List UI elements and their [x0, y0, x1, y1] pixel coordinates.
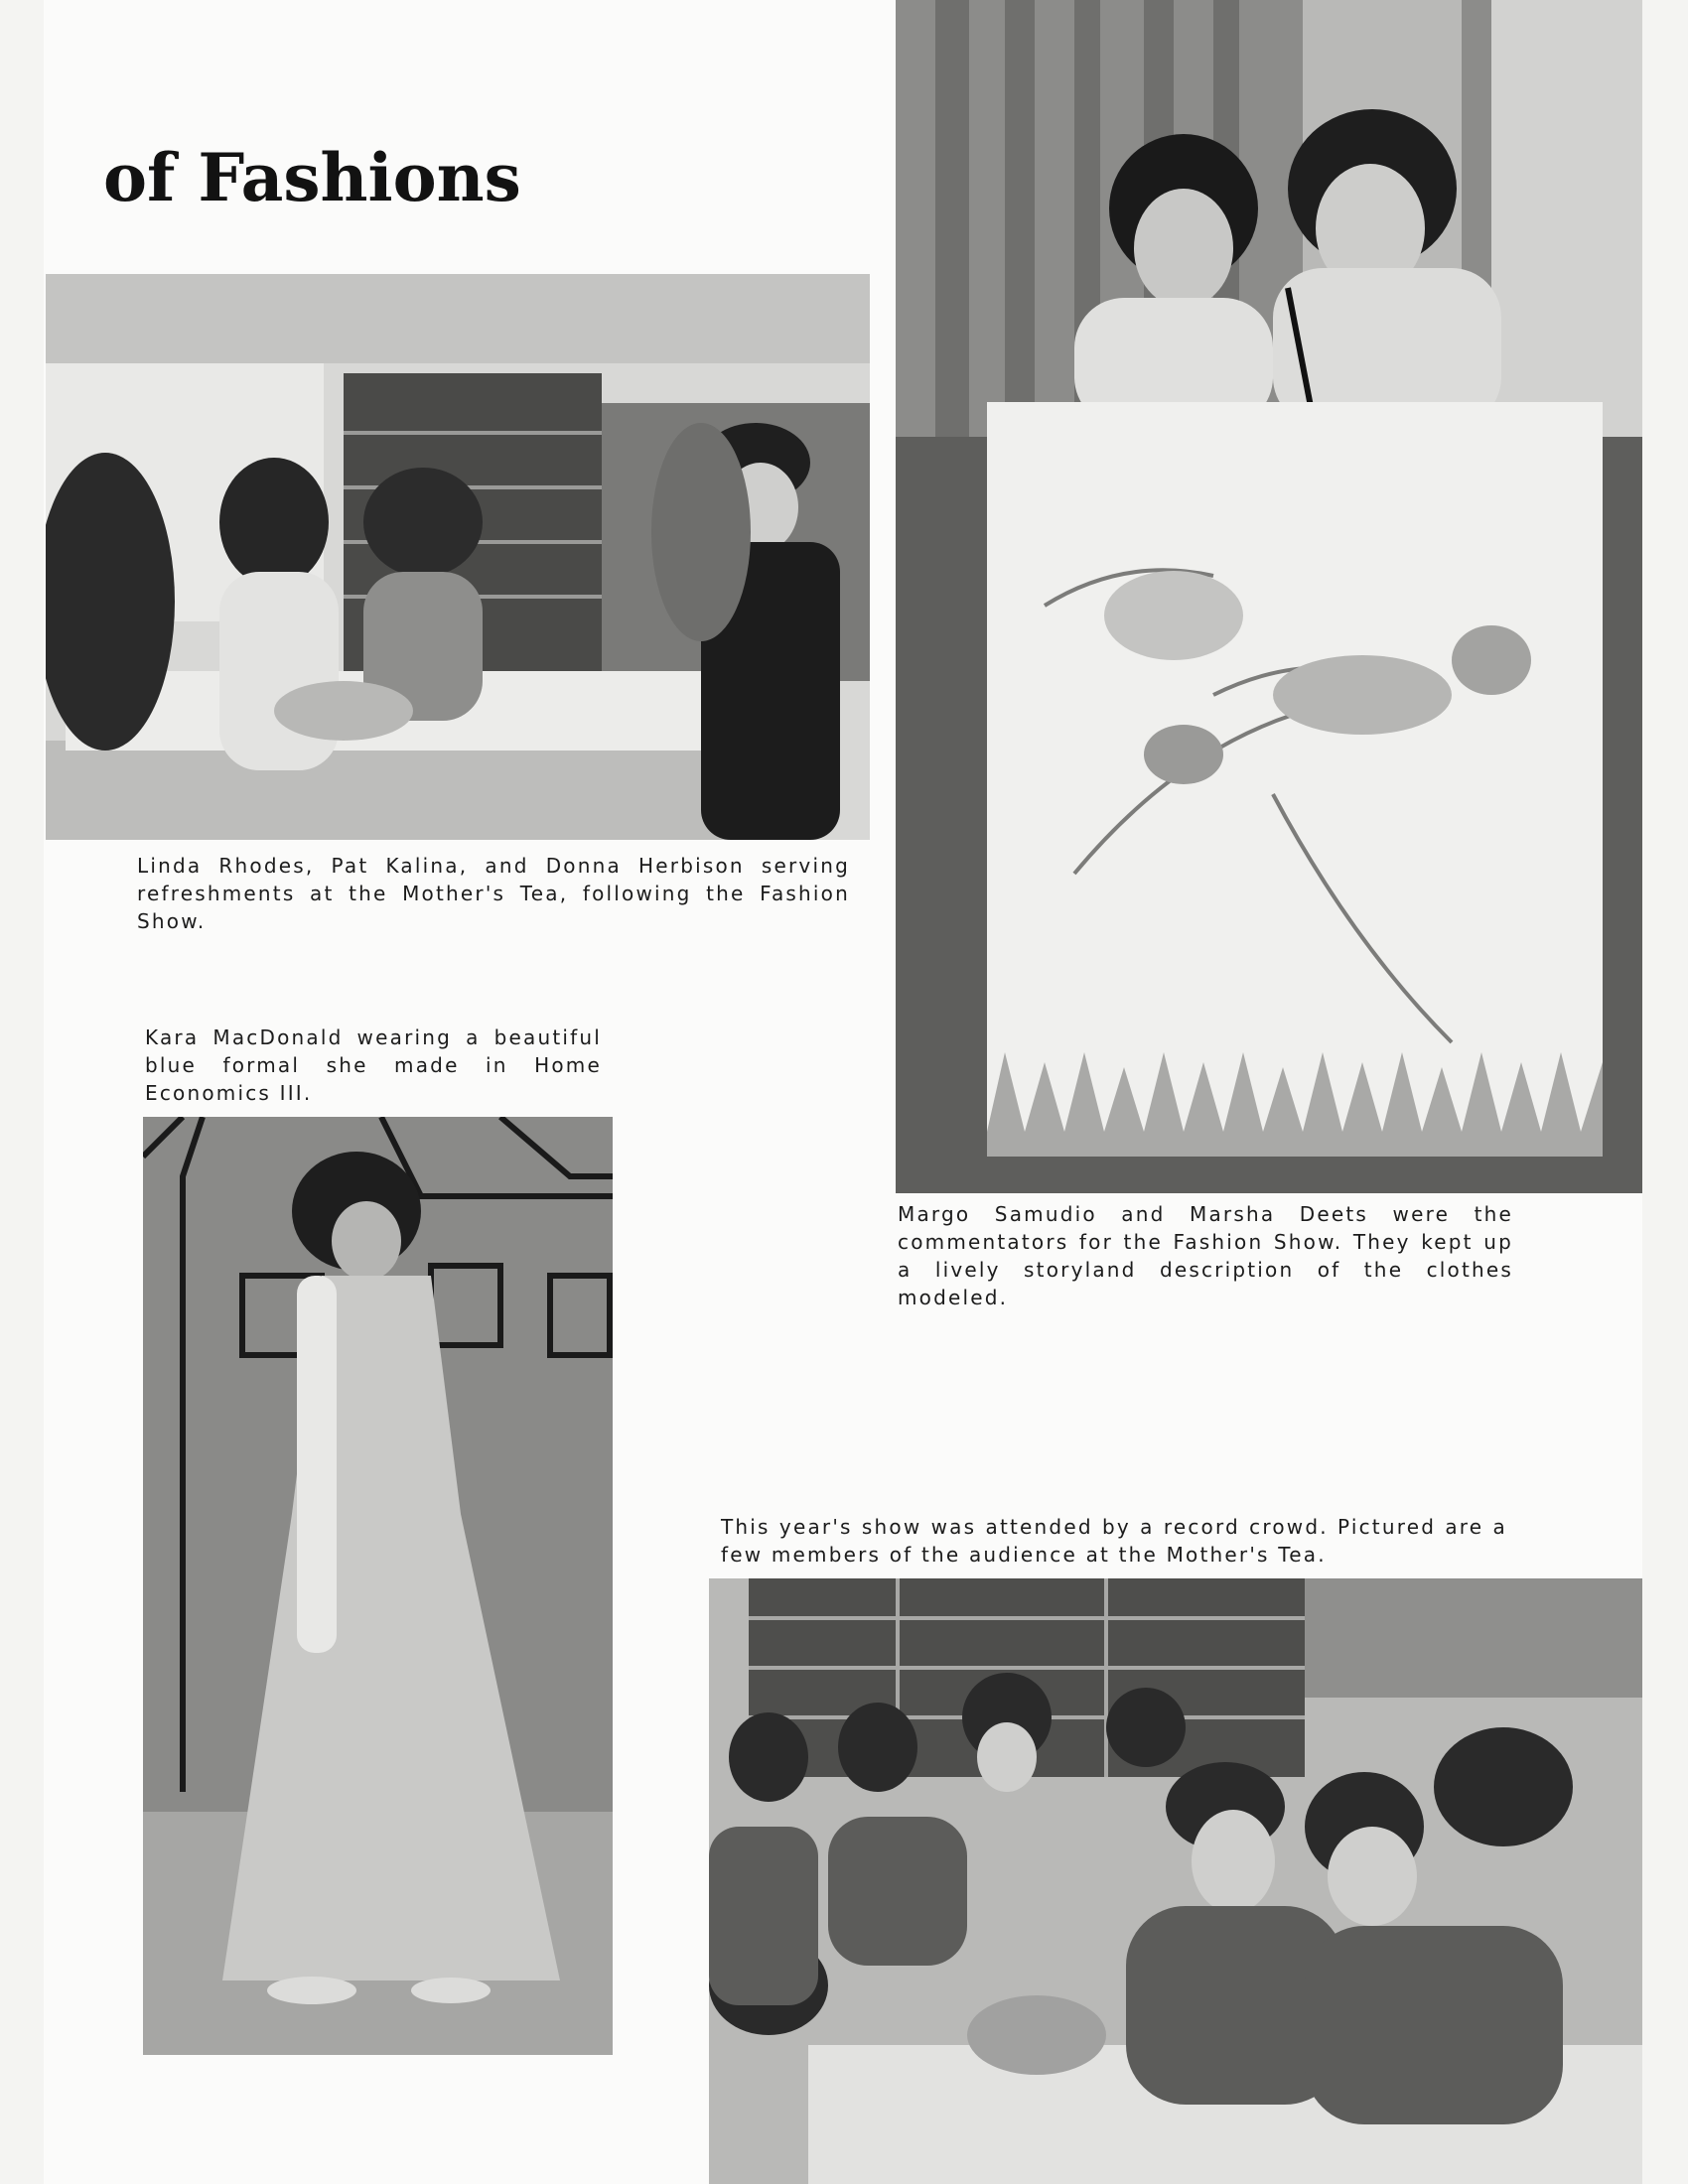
- page-heading: of Fashions: [103, 139, 521, 216]
- formal-gown-photo: [143, 1117, 613, 2055]
- audience-photo: [709, 1578, 1642, 2184]
- refreshments-caption: Linda Rhodes, Pat Kalina, and Donna Herbison serving refreshments at the Mother's Tea, following the Fashion Show.: [137, 854, 850, 933]
- formal-gown-caption: Kara MacDonald wearing a beautiful blue formal she made in Home Economics III.: [145, 1025, 602, 1105]
- audience-caption: This year's show was attended by a record crowd. Pictured are a few members of the audience at the Mother's Tea.: [721, 1515, 1507, 1567]
- refreshments-photo: [46, 274, 870, 840]
- commentators-caption: Margo Samudio and Marsha Deets were the commentators for the Fashion Show. They kept up a lively storyland description of the clothes modeled.: [898, 1202, 1513, 1309]
- commentators-photo: [896, 0, 1642, 1193]
